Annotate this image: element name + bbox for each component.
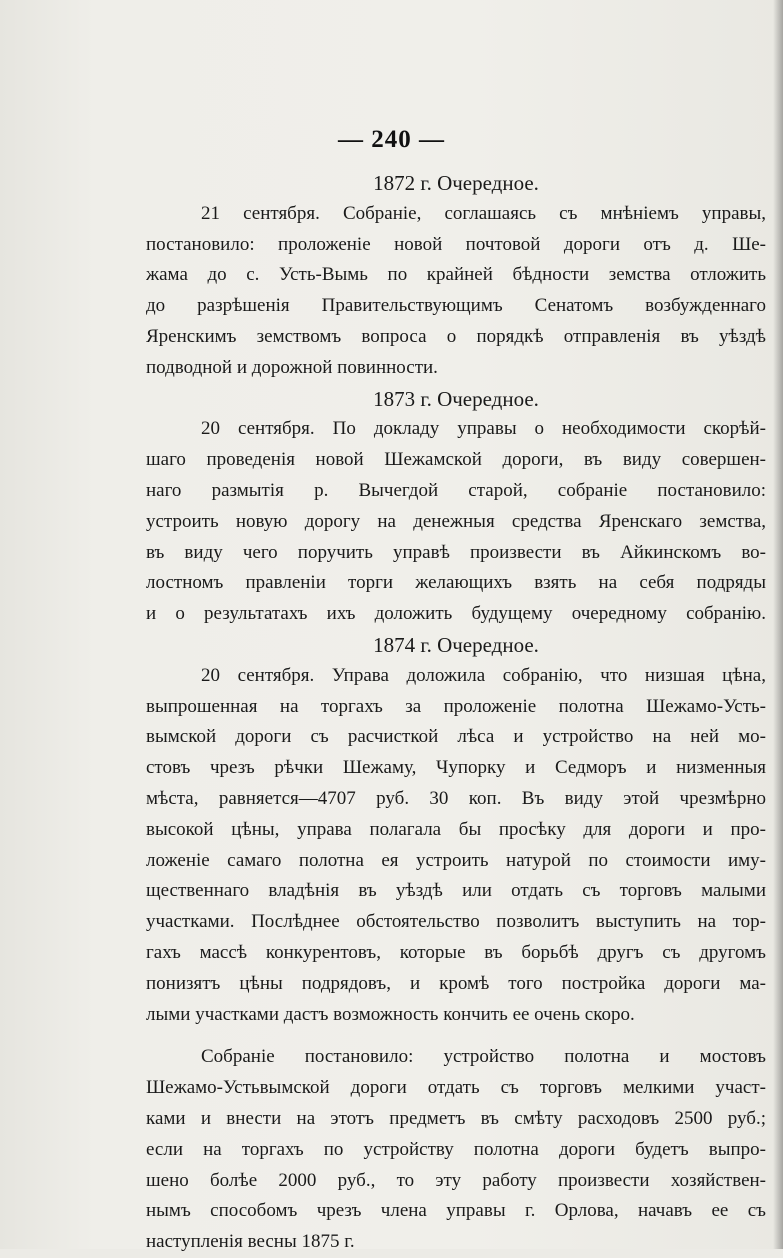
text-line: стовъ чрезъ рѣчки Шежаму, Чупорку и Седморъ и низменныя: [146, 757, 766, 779]
text-line: 20 сентября. По докладу управы о необходимости скорѣй-: [201, 418, 766, 440]
text-line: гахъ массѣ конкурентовъ, которые въ борьбѣ другъ съ другомъ: [146, 941, 766, 963]
text-line: Собраніе постановило: устройство полотна и мостовъ: [201, 1046, 766, 1068]
section-heading-1872: 1872 г. Очередное.: [373, 171, 539, 195]
section-heading-1873: 1873 г. Очередное.: [373, 386, 539, 411]
text-line: подводной и дорожной повинности.: [146, 356, 438, 378]
body-text: [146, 168, 766, 1258]
text-line: понизятъ цѣны подрядовъ, и кромѣ того постройка дороги ма-: [146, 972, 766, 994]
text-line: и о результатахъ ихъ доложить будущему очередному собранію.: [146, 603, 766, 625]
page-edge-shadow: [773, 0, 783, 1249]
section-heading-1874: 1874 г. Очередное.: [373, 632, 539, 657]
text-line: наступленія весны 1875 г.: [146, 1231, 355, 1253]
text-line: нымъ способомъ чрезъ члена управы г. Орлова, начавъ ее съ: [146, 1200, 766, 1222]
text-line: если на торгахъ по устройству полотна дороги будетъ выпро-: [146, 1138, 766, 1160]
text-line: въ виду чего поручить управѣ произвести въ Айкинскомъ во-: [146, 541, 766, 563]
text-line: участками. Послѣднее обстоятельство позволитъ выступить на тор-: [146, 911, 766, 933]
text-line: щественнаго владѣнія въ уѣздѣ или отдать съ торговъ малыми: [146, 880, 766, 902]
text-line: Шежамо-Устьвымской дороги отдать съ торговъ мелкими участ-: [146, 1077, 766, 1099]
text-line: до разрѣшенія Правительствующимъ Сенатомъ возбужденнаго: [146, 295, 766, 317]
text-line: Яренскимъ земствомъ вопроса о порядкѣ отправленія въ уѣздѣ: [146, 325, 766, 347]
text-line: лыми участками дастъ возможность кончить ее очень скоро.: [146, 1003, 635, 1025]
text-line: ками и внести на этотъ предметъ въ смѣту расходовъ 2500 руб.;: [146, 1107, 766, 1129]
text-line: устроить новую дорогу на денежныя средства Яренскаго земства,: [146, 510, 766, 532]
text-line: постановило: проложеніе новой почтовой дороги отъ д. Ше-: [146, 233, 766, 255]
text-line: мѣста, равняется—4707 руб. 30 коп. Въ виду этой чрезмѣрно: [146, 787, 766, 809]
text-line: 21 сентября. Собраніе, соглашаясь съ мнѣніемъ управы,: [201, 202, 766, 224]
text-line: выпрошенная на торгахъ за проложеніе полотна Шежамо-Усть-: [146, 695, 766, 717]
text-line: шаго проведенія новой Шежамской дороги, въ виду совершен-: [146, 449, 766, 471]
text-line: шено болѣе 2000 руб., то эту работу произвести хозяйствен-: [146, 1169, 766, 1191]
text-line: жама до с. Усть-Вымь по крайней бѣдности земства отложить: [146, 264, 766, 286]
text-line: высокой цѣны, управа полагала бы просѣку для дороги и про-: [146, 818, 766, 840]
text-line: 20 сентября. Управа доложила собранію, что низшая цѣна,: [201, 664, 766, 686]
text-line: лостномъ правленіи торги желающихъ взять на себя подряды: [146, 572, 766, 594]
text-line: наго размытія р. Вычегдой старой, собраніе постановило:: [146, 479, 766, 501]
text-line: вымской дороги съ расчисткой лѣса и устройство на ней мо-: [146, 726, 766, 748]
paragraph-spacer: [146, 1030, 766, 1042]
page-number: — 240 —: [338, 126, 445, 153]
text-line: ложеніе самаго полотна ея устроить натурой по стоимости иму-: [146, 849, 766, 871]
